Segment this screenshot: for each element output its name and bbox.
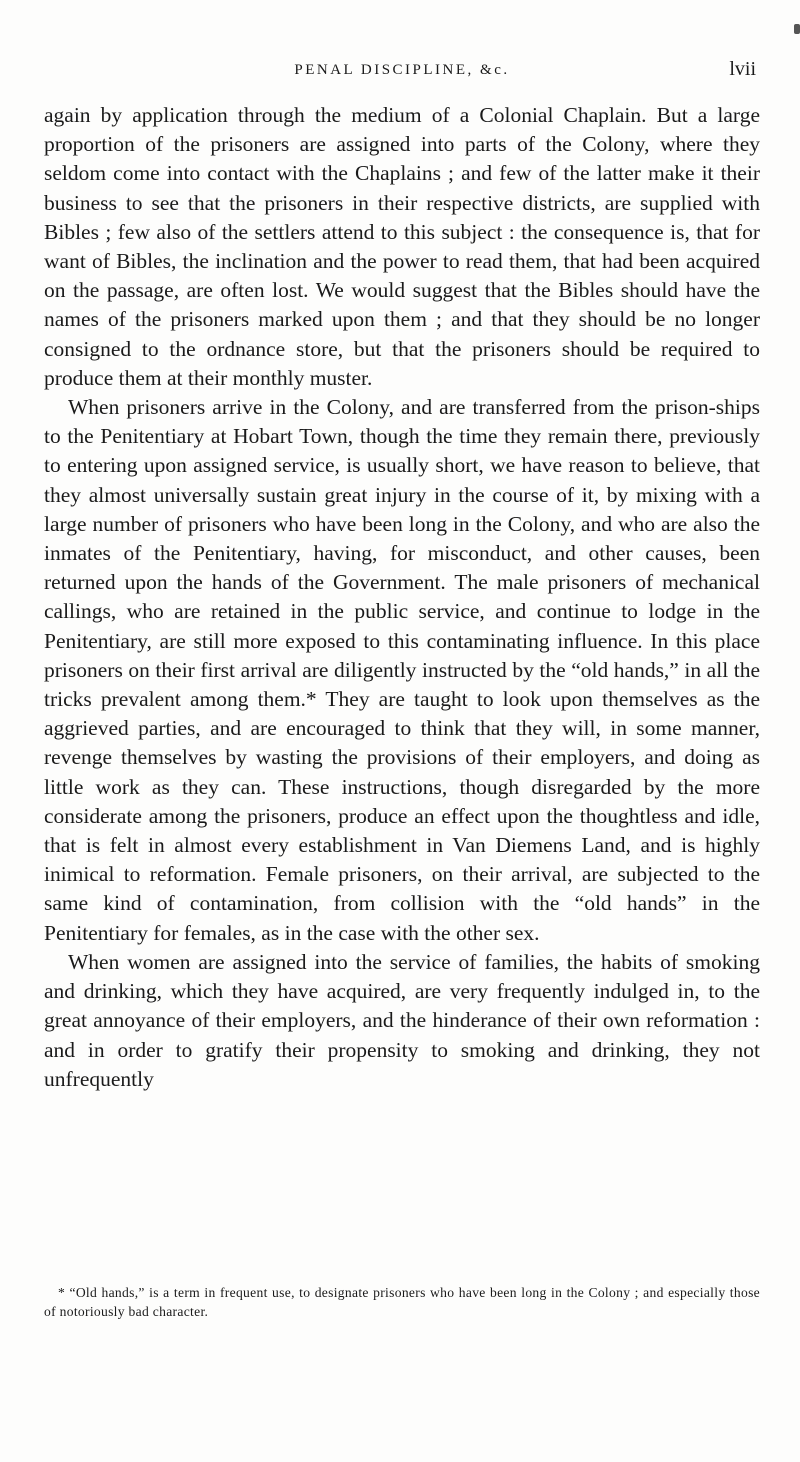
footnote: * “Old hands,” is a term in frequent use, to designate prisoners who have been long in the Colony ; and especially those of notoriously bad character. [44, 1285, 760, 1319]
page-number: lvii [729, 58, 756, 80]
paragraph-women-assigned: When women are assigned into the service of families, the habits of smoking and drinking, which they have acquired, are very frequently indulged in, to the great annoyance of their employers, and the hinderance of their own reformation : and in order to gratify their propensity to smoking and drinking, they not unfrequently [44, 949, 760, 1091]
paragraph-continued: again by application through the medium of a Colonial Chaplain. But a large proportion of the prisoners are assigned into parts of the Colony, where they seldom come into contact with the Chaplains ; and few of the latter make it their business to see that the prisoners in their respective districts, are supplied with Bibles ; few also of the settlers attend to this subject : the consequence is, that for want of Bibles, the inclination and the power to read them, that had been acquired on the passage, are often lost. We would suggest that the Bibles should have the names of the prisoners marked upon them ; and that they should be no longer consigned to the ordnance store, but that the prisoners should be required to produce them at their monthly muster. [44, 103, 760, 390]
running-head [44, 56, 760, 86]
paragraph-penitentiary: When prisoners arrive in the Colony, and are transferred from the prison-ships to the Penitentiary at Hobart Town, though the time they remain there, previously to entering upon assigned service, is usually short, we have reason to believe, that they almost universally sustain great injury in the course of it, by mixing with a large number of prisoners who have been long in the Colony, and who are also the inmates of the Penitentiary, having, for misconduct, and other causes, been returned upon the hands of the Government. The male prisoners of mechanical callings, who are retained in the public service, and continue to lodge in the Penitentiary, are still more exposed to this contaminating influence. In this place prisoners on their first arrival are diligently instructed by the “old hands,” in all the tricks prevalent among them.* They are taught to look upon themselves as the aggrieved parties, and are encouraged to think that they will, in some manner, revenge themselves by wasting the provisions of their employers, and doing as little work as they can. These instructions, though disregarded by the more considerate among the prisoners, produce an effect upon the thoughtless and idle, that is felt in almost every establishment in Van Diemens Land, and is highly inimical to reformation. Female prisoners, on their arrival, are subjected to the same kind of contamination, from collision with the “old hands” in the Penitentiary for females, as in the case with the other sex. [44, 395, 760, 945]
page-edge-mark [794, 24, 800, 34]
body-text [44, 101, 760, 1094]
running-title: PENAL DISCIPLINE, &c. [294, 62, 510, 78]
